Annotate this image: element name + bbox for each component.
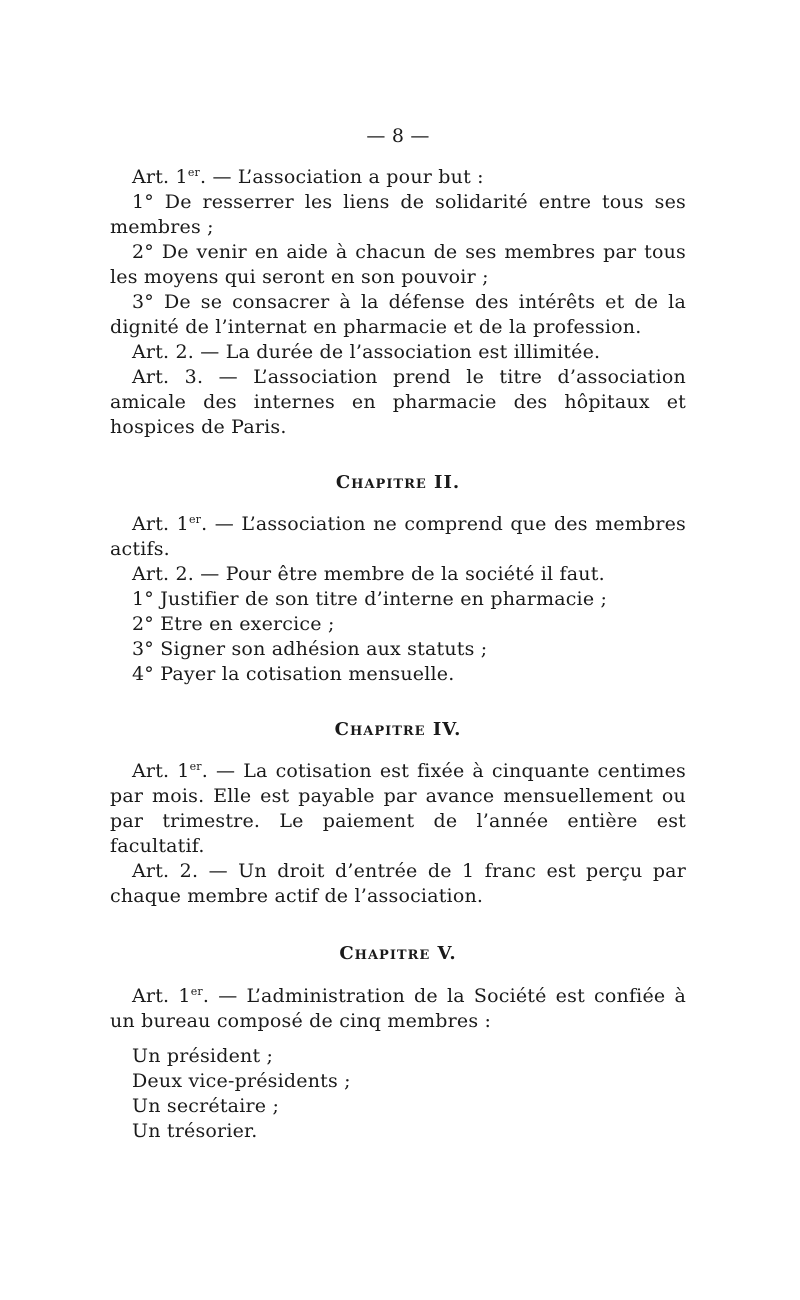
document-page	[110, 124, 686, 1144]
article-paragraph: Art. 2. — Un droit d’entrée de 1 franc est perçu par chaque membre actif de l’association.	[110, 860, 686, 907]
article-superscript: er	[190, 985, 203, 998]
chapter-heading: Chapitre II.	[335, 472, 461, 493]
article-label: Art. 1	[132, 513, 189, 535]
list-item: 1° De resserrer les liens de solidarité entre tous ses membres ;	[110, 191, 686, 238]
article-text: . — L’association ne comprend que des membres actifs.	[110, 513, 686, 560]
article-paragraph: Art. 2. — La durée de l’association est illimitée.	[132, 341, 601, 363]
article-label: Art. 1	[132, 760, 190, 782]
article-superscript: er	[189, 760, 202, 773]
page-number: — 8 —	[366, 125, 430, 147]
member-list	[110, 1044, 686, 1144]
list-item: Un trésorier.	[132, 1120, 258, 1142]
chapter-heading: Chapitre V.	[339, 943, 457, 964]
article-text: . — L’association a pour but :	[199, 166, 484, 188]
list-item: Deux vice-présidents ;	[132, 1070, 351, 1092]
list-item: Un président ;	[132, 1045, 274, 1067]
list-item: 2° De venir en aide à chacun de ses membres par tous les moyens qui seront en son pouvoir ;	[110, 241, 686, 288]
article-superscript: er	[188, 513, 202, 526]
article-paragraph: Art. 2. — Pour être membre de la société il faut.	[132, 563, 605, 585]
article-superscript: er	[187, 166, 200, 179]
list-item: 2° Etre en exercice ;	[132, 613, 335, 635]
list-item: 1° Justifier de son titre d’interne en pharmacie ;	[132, 588, 608, 610]
article-text: . — La cotisation est fixée à cinquante centimes par mois. Elle est payable par avance mensuellement ou par trimestre. Le paiement de l’année entière est facultatif.	[110, 760, 686, 857]
article-label: Art. 1	[132, 985, 191, 1007]
list-item: 4° Payer la cotisation mensuelle.	[132, 663, 455, 685]
article-paragraph	[110, 759, 686, 859]
list-item: Un secrétaire ;	[132, 1095, 280, 1117]
article-label: Art. 1	[132, 166, 188, 188]
article-text: . — L’administration de la Société est confiée à un bureau composé de cinq membres :	[110, 985, 686, 1032]
article-paragraph	[110, 165, 686, 190]
chapter-heading: Chapitre IV.	[334, 719, 462, 740]
list-item: 3° De se consacrer à la défense des intérêts et de la dignité de l’internat en pharmacie et de la profession.	[110, 291, 686, 338]
article-paragraph: Art. 3. — L’association prend le titre d’association amicale des internes en pharmacie des hôpitaux et hospices de Paris.	[110, 366, 686, 438]
article-paragraph	[110, 984, 686, 1034]
list-item: 3° Signer son adhésion aux statuts ;	[132, 638, 488, 660]
article-paragraph	[110, 512, 686, 562]
